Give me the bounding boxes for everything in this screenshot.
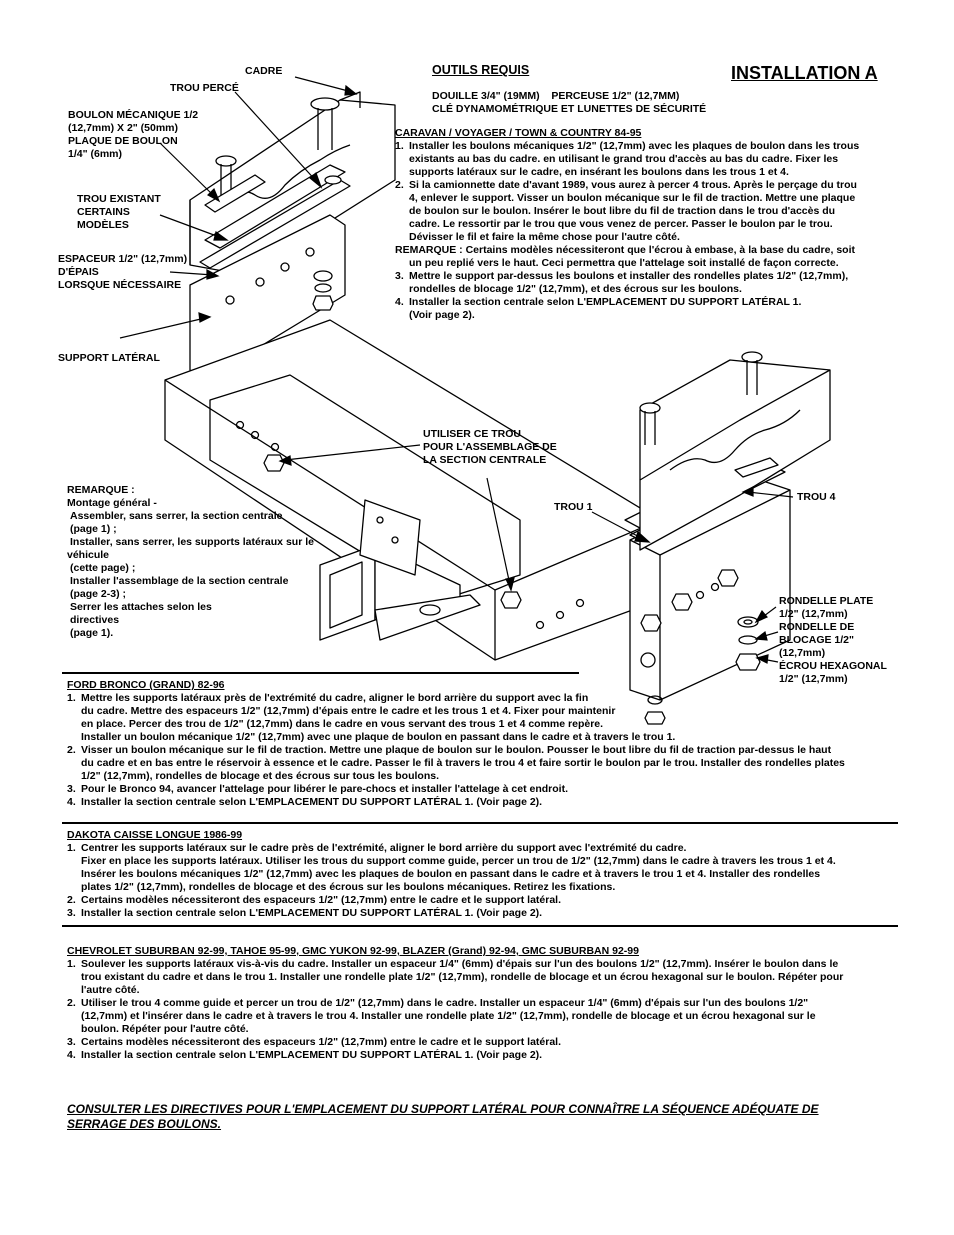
label-support-lateral: SUPPORT LATÉRAL	[58, 352, 160, 364]
label-trou-perce: TROU PERCÉ	[170, 82, 239, 94]
chevrolet-step-2: 2. Utiliser le trou 4 comme guide et percer un trou de 1/2" (12,7mm) dans le cadre. Installer un espaceur 1/4" (6mm) d'épais sur l'un des boulons 1/2" (12,7mm) et l'insérer dans le cadre et à travers le trou 4. Installer une rondelle plate 1/2" (12,7mm), rondelle de blocage et un écrou hexagonal sur le boulon. Répéter pour l'autre côté.	[67, 997, 816, 1035]
caravan-step-3: 3. Mettre le support par-dessus les boulons et installer des rondelles plates 1/2" (12,7mm), rondelles de blocage 1/2" (12,7mm), et des écrous sur les boulons.	[395, 270, 849, 295]
chevrolet-step-1: 1. Soulever les supports latéraux vis-à-vis du cadre. Installer un espaceur 1/4" (6mm) d'épais sur l'un des boulons 1/2" (12,7mm). Insérer le boulon dans le trou existant du cadre et dans le trou 1. Installer une rondelle plate 1/2" (12,7mm), rondelle de blocage et un écrou hexagonal sur le boulon. Répéter pour l'autre côté.	[67, 958, 844, 996]
caravan-title: CARAVAN / VOYAGER / TOWN & COUNTRY 84-95	[395, 127, 642, 139]
chevrolet-step-3: 3. Certains modèles nécessiteront des espaceurs 1/2" (12,7mm) entre le cadre et le support latéral.	[67, 1036, 562, 1048]
divider-3	[62, 925, 898, 927]
label-rondelle-plate: RONDELLE PLATE 1/2" (12,7mm)	[779, 595, 874, 620]
label-ecrou-hexagonal: ÉCROU HEXAGONAL 1/2" (12,7mm)	[779, 660, 887, 685]
chevrolet-step-4: 4. Installer la section centrale selon L'EMPLACEMENT DU SUPPORT LATÉRAL 1. (Voir page 2).	[67, 1049, 543, 1061]
dakota-step-3: 3. Installer la section centrale selon L'EMPLACEMENT DU SUPPORT LATÉRAL 1. (Voir page 2).	[67, 907, 543, 919]
ford-step-4: 4. Installer la section centrale selon L'EMPLACEMENT DU SUPPORT LATÉRAL 1. (Voir page 2).	[67, 796, 543, 808]
caravan-remarque: REMARQUE : Certains modèles nécessiteront que l'écrou à embase, à la base du cadre, soit un peu replié vers le haut. Ceci permettra que l'attelage soit installé de façon correcte.	[395, 244, 855, 269]
label-espaceur: ESPACEUR 1/2" (12,7mm) D'ÉPAIS LORSQUE NÉCESSAIRE	[58, 253, 188, 291]
ford-step-1: 1. Mettre les supports latéraux près de l'extrémité du cadre, aligner le bord arrière du support avec la fin du cadre. Mettre des espaceurs 1/2" (12,7mm) d'épais entre le cadre et les trous 1 et 4. Fixer pour maintenir en place. Percer des trou de 1/2" (12,7mm) dans le cadre en vous servant des trous 1 et 4 comme repère. Installer un boulon mécanique 1/2" (12,7mm) avec une plaque de boulon en passant dans le cadre et à travers le trou 1.	[67, 692, 676, 743]
label-trou-existant: TROU EXISTANT CERTAINS MODÈLES	[77, 193, 161, 231]
left-bolt-head	[311, 98, 339, 110]
tools-line-1: DOUILLE 3/4" (19MM) PERCEUSE 1/2" (12,7MM)	[432, 90, 680, 102]
chevrolet-section	[67, 945, 897, 1062]
divider-1	[62, 672, 579, 674]
remarque-general: REMARQUE : Montage général - Assembler, sans serrer, la section centrale (page 1) ; Installer, sans serrer, les supports latéraux sur le véhicule (cette page) ; Installer l'assemblage de la section centrale (page 2-3) ; Serrer les attaches selon les directives (page 1).	[67, 484, 314, 639]
ford-title: FORD BRONCO (GRAND) 82-96	[67, 679, 225, 691]
footer-note: CONSULTER LES DIRECTIVES POUR L'EMPLACEMENT DU SUPPORT LATÉRAL POUR CONNAÎTRE LA SÉQUENCE ADÉQUATE DE SERRAGE DES BOULONS.	[67, 1102, 819, 1131]
label-cadre: CADRE	[245, 65, 283, 77]
dakota-step-2: 2. Certains modèles nécessiteront des espaceurs 1/2" (12,7mm) entre le cadre et le support latéral.	[67, 894, 562, 906]
caravan-section	[395, 127, 915, 322]
page-title: INSTALLATION A	[731, 63, 878, 83]
label-boulon-mecanique: BOULON MÉCANIQUE 1/2 (12,7mm) X 2" (50mm) PLAQUE DE BOULON 1/4" (6mm)	[68, 109, 199, 160]
chevrolet-title: CHEVROLET SUBURBAN 92-99, TAHOE 95-99, GMC YUKON 92-99, BLAZER (Grand) 92-94, GMC SUBURBAN 92-99	[67, 945, 639, 957]
dakota-step-1: 1. Centrer les supports latéraux sur le cadre près de l'extrémité, aligner le bord arrière du support avec l'extrémité du cadre. Fixer en place les supports latéraux. Utiliser les trous du support comme guide, percer un trou de 1/2" (12,7mm) dans le cadre à travers les trous 1 et 4. Insérer les boulons mécaniques 1/2" (12,7mm) avec les plaques de boulon en passant dans le cadre et à travers le trou 1 et 4. Installer des rondelles plates 1/2" (12,7mm), rondelles de blocage et des écrous sur les boulons mécaniques. Retirez les fixations.	[67, 842, 836, 893]
ford-section	[67, 679, 897, 809]
tools-title: OUTILS REQUIS	[432, 63, 530, 77]
ford-step-3: 3. Pour le Bronco 94, avancer l'attelage pour libérer le pare-chocs et installer l'attelage à cet endroit.	[67, 783, 568, 795]
divider-2	[62, 822, 898, 824]
ford-step-2: 2. Visser un boulon mécanique sur le fil de traction. Mettre une plaque de boulon sur le boulon. Pousser le bout libre du fil de traction par-dessus le haut du cadre et en bas entre le réservoir à essence et le cadre. Passer le fil à travers le trou 4 et faire sortir le boulon par le trou. Installer des rondelles plates 1/2" (12,7mm), rondelles de blocage et des écrous sur tous les boulons.	[67, 744, 845, 782]
label-trou-1: TROU 1	[554, 501, 593, 513]
caravan-step-1: 1. Installer les boulons mécaniques 1/2" (12,7mm) avec les plaques de boulon dans les trous existants au bas du cadre. en utilisant le grand trou d'accès au bas du cadre. Fixer les supports latéraux sur le cadre, en insérant les boulons dans les trous 1 et 4.	[395, 140, 860, 178]
tools-line-2: CLÉ DYNAMOMÉTRIQUE ET LUNETTES DE SÉCURITÉ	[432, 103, 707, 115]
dakota-title: DAKOTA CAISSE LONGUE 1986-99	[67, 829, 243, 841]
label-trou-4: TROU 4	[797, 491, 836, 503]
label-utiliser-ce-trou: UTILISER CE TROU POUR L'ASSEMBLAGE DE LA SECTION CENTRALE	[423, 428, 557, 466]
caravan-step-2: 2. Si la camionnette date d'avant 1989, vous aurez à percer 4 trous. Après le perçage du trou 4, enlever le support. Visser un boulon mécanique sur le fil de traction. Mettre une plaque de boulon sur le boulon. Insérer le bout libre du fil de traction dans le trou d'accès du cadre. Le ressortir par le trou que vous venez de percer. Passer le boulon par le trou. Dévisser le fil et faire la même chose pour l'autre côté.	[395, 179, 857, 243]
caravan-step-4: 4. Installer la section centrale selon L'EMPLACEMENT DU SUPPORT LATÉRAL 1. (Voir page 2).	[395, 296, 802, 321]
label-rondelle-blocage: RONDELLE DE BLOCAGE 1/2" (12,7mm)	[779, 621, 855, 659]
dakota-section	[67, 829, 897, 920]
